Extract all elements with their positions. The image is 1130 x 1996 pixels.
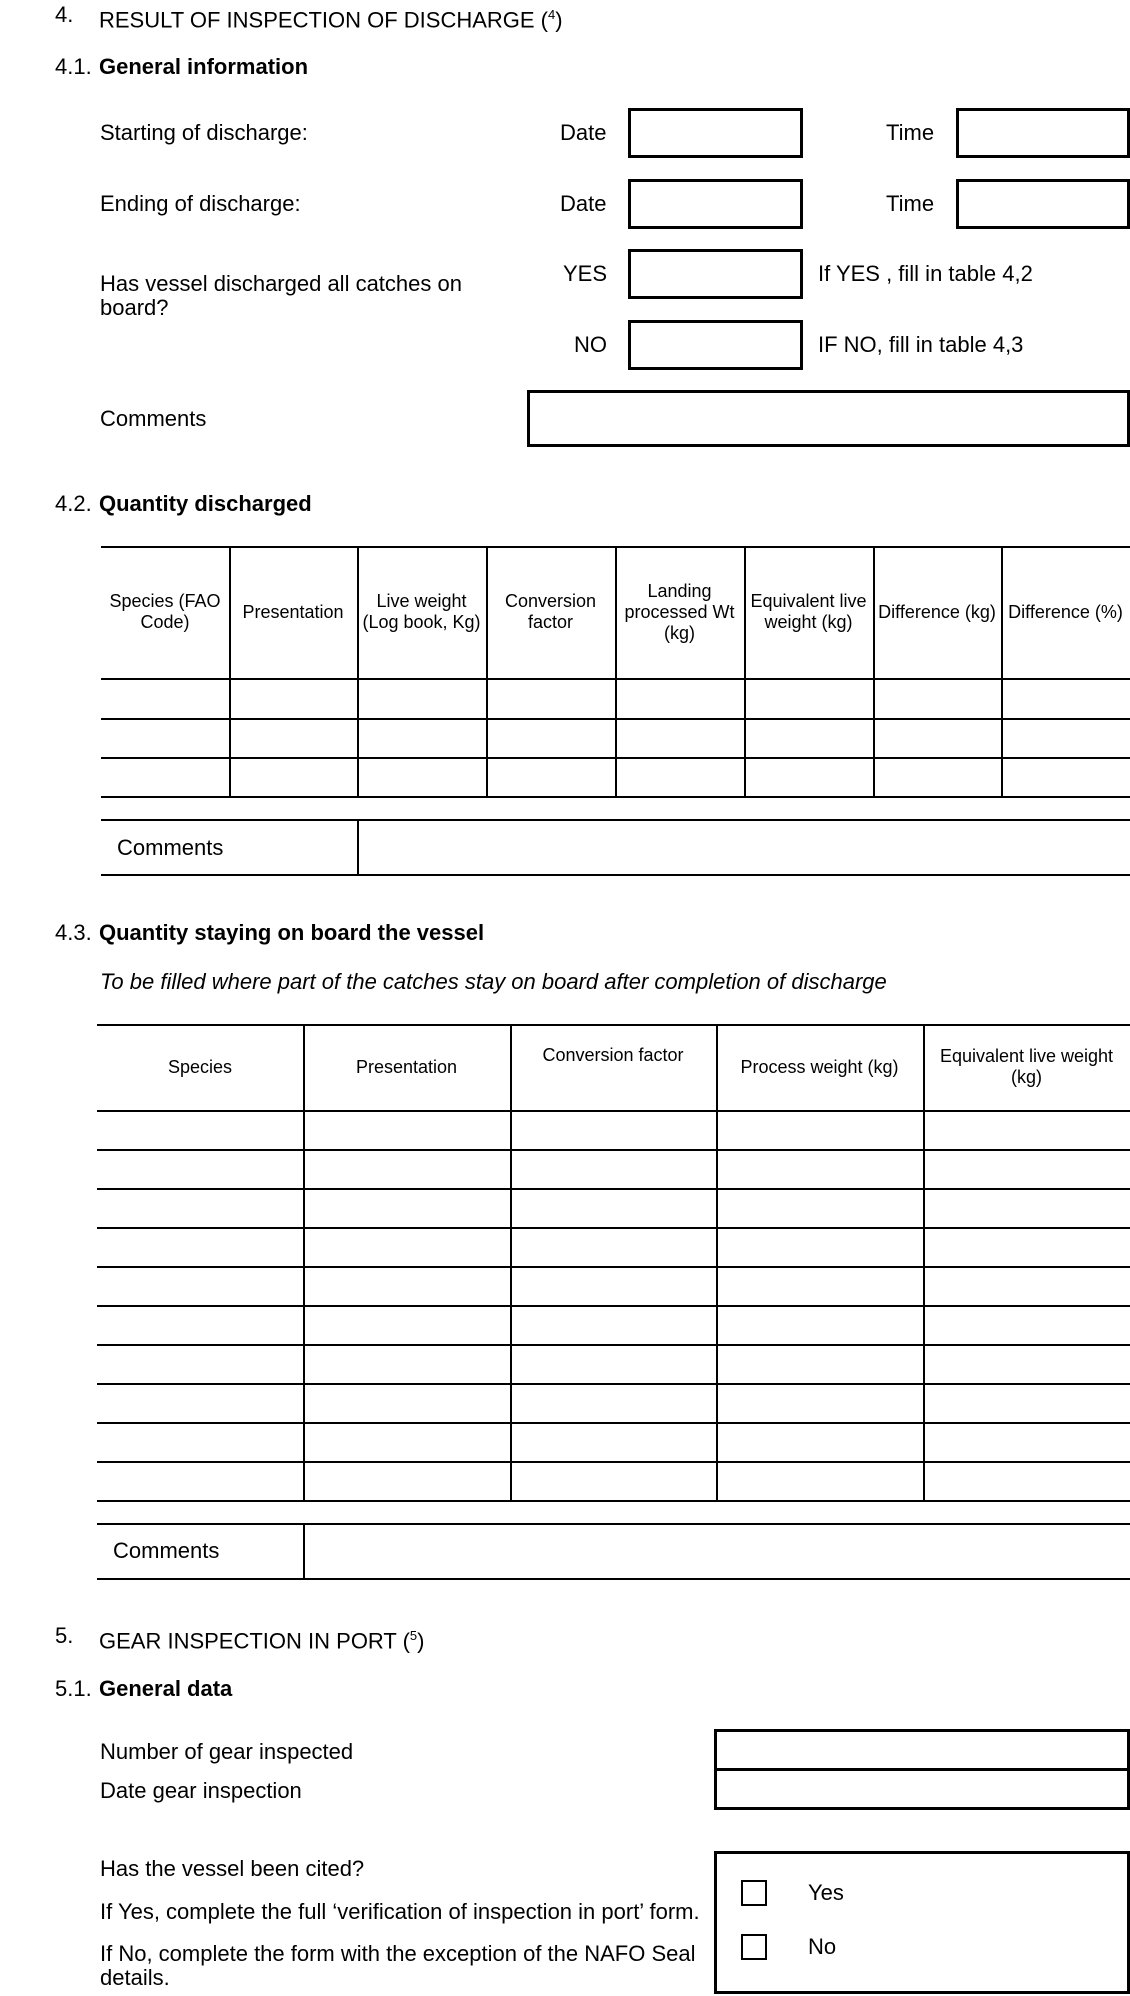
start-date-label: Date (560, 120, 607, 145)
column-header: Landing processed Wt (kg) (624, 580, 735, 643)
table-cell[interactable] (303, 1305, 510, 1344)
table-cell[interactable] (97, 1188, 303, 1227)
cited-question: Has the vessel been cited? (100, 1856, 365, 1881)
table-cell[interactable] (229, 718, 357, 757)
table-cell[interactable] (303, 1188, 510, 1227)
table-cell[interactable] (357, 678, 486, 718)
table-cell[interactable] (716, 1149, 923, 1188)
end-time-field[interactable] (956, 179, 1130, 229)
column-header: Species (167, 1056, 233, 1077)
table-cell[interactable] (615, 757, 744, 796)
table-cell[interactable] (744, 757, 873, 796)
table-cell[interactable] (1001, 757, 1130, 796)
footnote-ref: 4 (548, 7, 556, 22)
cited-no-label: No (808, 1934, 837, 1959)
table-cell[interactable] (303, 1110, 510, 1149)
table-cell[interactable] (510, 1227, 716, 1266)
table-cell[interactable] (303, 1383, 510, 1422)
table-cell[interactable] (101, 757, 229, 796)
table-cell[interactable] (716, 1188, 923, 1227)
table-cell[interactable] (303, 1422, 510, 1461)
starting-label: Starting of discharge: (100, 120, 308, 145)
comments-rule (101, 874, 1130, 876)
subsection-4-1-title: General information (99, 54, 309, 79)
table-cell[interactable] (716, 1383, 923, 1422)
table-cell[interactable] (486, 718, 615, 757)
if-yes-instruction: If Yes, complete the full ‘verification of inspection in port’ form. (100, 1899, 700, 1924)
column-header: Process weight (kg) (740, 1056, 899, 1077)
column-header: Equivalent live weight (kg) (939, 1046, 1114, 1087)
table-cell[interactable] (923, 1149, 1130, 1188)
table-cell[interactable] (229, 757, 357, 796)
table-cell[interactable] (510, 1305, 716, 1344)
section-4-number: 4. (55, 2, 74, 27)
table-cell[interactable] (510, 1188, 716, 1227)
table-cell[interactable] (923, 1188, 1130, 1227)
table-cell[interactable] (716, 1461, 923, 1500)
table-cell[interactable] (510, 1149, 716, 1188)
table-cell[interactable] (716, 1422, 923, 1461)
table-cell[interactable] (486, 757, 615, 796)
column-header: Presentation (355, 1056, 458, 1077)
table-cell[interactable] (716, 1344, 923, 1383)
subsection-4-1-number: 4.1. (55, 54, 92, 79)
table-cell[interactable] (716, 1227, 923, 1266)
general-comments-field[interactable] (527, 390, 1130, 447)
end-time-label: Time (886, 191, 935, 216)
table-cell[interactable] (510, 1266, 716, 1305)
no-label: NO (574, 332, 607, 357)
column-header: Conversion factor (504, 591, 597, 632)
table-rule (97, 1500, 1130, 1502)
if-no-instruction: If No, complete the form with the exception of the NAFO Seal details. (100, 1941, 696, 1990)
end-date-label: Date (560, 191, 607, 216)
table-cell[interactable] (716, 1305, 923, 1344)
subsection-5-1-title: General data (99, 1676, 233, 1701)
table-cell[interactable] (97, 1461, 303, 1500)
end-date-field[interactable] (628, 179, 803, 229)
gear-date-field[interactable] (714, 1768, 1130, 1810)
comments-input[interactable] (303, 1523, 1130, 1578)
table-cell[interactable] (486, 678, 615, 718)
cited-yes-checkbox[interactable] (741, 1880, 767, 1906)
table-cell[interactable] (923, 1305, 1130, 1344)
discharged-comments-label: Comments (117, 835, 224, 860)
table-cell[interactable] (97, 1422, 303, 1461)
column-header: Live weight (Log book, Kg) (362, 591, 481, 632)
general-comments-label: Comments (100, 406, 207, 431)
table-cell[interactable] (101, 718, 229, 757)
cited-no-checkbox[interactable] (741, 1934, 767, 1960)
table-cell[interactable] (97, 1149, 303, 1188)
no-field[interactable] (628, 320, 803, 370)
table-cell[interactable] (303, 1149, 510, 1188)
no-note: IF NO, fill in table 4,3 (818, 332, 1024, 357)
table-cell[interactable] (97, 1383, 303, 1422)
table-cell[interactable] (357, 718, 486, 757)
section-4-title: RESULT OF INSPECTION OF DISCHARGE ( (99, 7, 549, 33)
column-header: Presentation (242, 601, 344, 622)
gear-count-label: Number of gear inspected (100, 1739, 354, 1764)
section-5-heading (99, 1623, 424, 1654)
subsection-4-2-title: Quantity discharged (99, 491, 312, 516)
cited-yes-label: Yes (808, 1880, 844, 1905)
table-cell[interactable] (303, 1266, 510, 1305)
section-5-title: GEAR INSPECTION IN PORT ( (99, 1628, 410, 1654)
table-cell[interactable] (97, 1344, 303, 1383)
table-cell[interactable] (923, 1344, 1130, 1383)
staying-instruction: To be filled where part of the catches stay on board after completion of discharge (100, 969, 887, 994)
table-cell[interactable] (873, 678, 1001, 718)
table-cell[interactable] (357, 757, 486, 796)
all-catches-question: Has vessel discharged all catches on board? (100, 271, 462, 320)
column-header: Equivalent live weight (kg) (750, 591, 867, 632)
table-cell[interactable] (101, 678, 229, 718)
section-5-number: 5. (55, 1623, 74, 1648)
gear-count-field[interactable] (714, 1729, 1130, 1771)
table-cell[interactable] (510, 1461, 716, 1500)
subsection-4-3-title: Quantity staying on board the vessel (99, 920, 485, 945)
section-4-title-close: ) (555, 7, 563, 33)
comments-rule (97, 1578, 1130, 1580)
table-cell[interactable] (303, 1227, 510, 1266)
table-cell[interactable] (510, 1344, 716, 1383)
subsection-4-2-number: 4.2. (55, 491, 92, 516)
yes-note: If YES , fill in table 4,2 (818, 261, 1033, 286)
table-cell[interactable] (716, 1110, 923, 1149)
section-4-heading (55, 2, 563, 33)
column-header: Difference (%) (1008, 601, 1123, 622)
yes-field[interactable] (628, 249, 803, 299)
table-cell[interactable] (97, 1110, 303, 1149)
table-cell[interactable] (873, 757, 1001, 796)
cited-options-box (714, 1851, 1130, 1994)
table-cell[interactable] (744, 718, 873, 757)
staying-comments-label: Comments (113, 1538, 220, 1563)
table-cell[interactable] (510, 1422, 716, 1461)
table-cell[interactable] (510, 1383, 716, 1422)
table-cell[interactable] (97, 1227, 303, 1266)
table-cell[interactable] (229, 678, 357, 718)
footnote-ref: 5 (409, 1628, 418, 1643)
table-cell[interactable] (615, 678, 744, 718)
table-cell[interactable] (615, 718, 744, 757)
table-cell[interactable] (716, 1266, 923, 1305)
start-date-field[interactable] (628, 108, 803, 158)
subsection-5-1-number: 5.1. (55, 1676, 92, 1701)
column-header: Difference (kg) (878, 601, 996, 622)
section-5-title-close: ) (417, 1628, 425, 1654)
table-rule (101, 796, 1130, 798)
start-time-field[interactable] (956, 108, 1130, 158)
table-cell[interactable] (923, 1422, 1130, 1461)
table-cell[interactable] (923, 1383, 1130, 1422)
subsection-4-3-number: 4.3. (55, 920, 92, 945)
table-cell[interactable] (1001, 718, 1130, 757)
gear-date-label: Date gear inspection (100, 1778, 302, 1803)
yes-label: YES (563, 261, 608, 286)
table-cell[interactable] (510, 1110, 716, 1149)
table-cell[interactable] (923, 1266, 1130, 1305)
column-header: Conversion factor (542, 1045, 684, 1065)
table-cell[interactable] (1001, 678, 1130, 718)
ending-label: Ending of discharge: (100, 191, 301, 216)
table-cell[interactable] (97, 1305, 303, 1344)
comments-input[interactable] (357, 819, 1130, 874)
table-cell[interactable] (303, 1344, 510, 1383)
table-cell[interactable] (97, 1266, 303, 1305)
start-time-label: Time (886, 120, 935, 145)
table-cell[interactable] (923, 1227, 1130, 1266)
table-cell[interactable] (923, 1461, 1130, 1500)
table-cell[interactable] (923, 1110, 1130, 1149)
table-cell[interactable] (744, 678, 873, 718)
table-cell[interactable] (873, 718, 1001, 757)
column-header: Species (FAO Code) (109, 591, 221, 632)
table-cell[interactable] (303, 1461, 510, 1500)
